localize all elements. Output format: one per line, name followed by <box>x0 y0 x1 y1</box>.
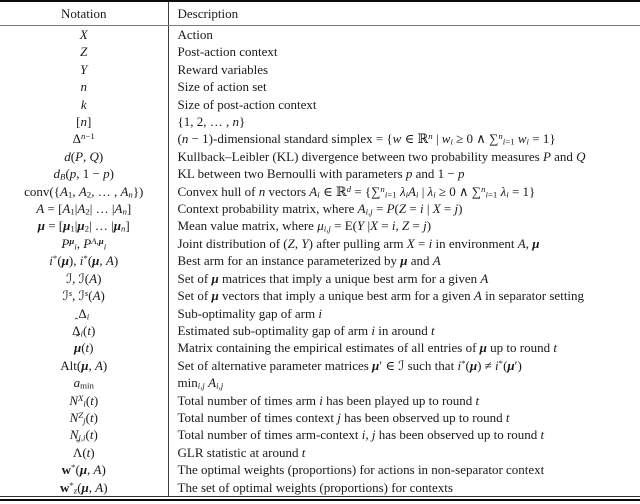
notation-cell: $N^X_i(t)$ <box>69 392 99 409</box>
notation-cell: Λ ˆ(t) <box>0 444 168 461</box>
notation-cell: Δ ˆ$_i$(t) <box>0 322 168 339</box>
notation-cell: $A = [A_1|A_2|$ … $|A_n$] <box>36 201 132 217</box>
description-cell: {1, 2, … , n} <box>168 113 640 130</box>
notation-cell: $d_B(p$, 1 − p) <box>53 166 114 182</box>
table-row <box>0 374 640 391</box>
table-row <box>0 235 640 252</box>
notation-cell: n <box>80 79 87 95</box>
description-cell: The optimal weights (proportions) for actions in non-separator context <box>168 461 640 478</box>
table-row <box>0 339 640 356</box>
table-row <box>0 113 640 130</box>
notation-cell: i*(μ), i*(μ, A) <box>49 253 119 269</box>
notation-cell: $\mu = [\mu_1|\mu_2|$ … $|\mu_n$] <box>37 218 130 235</box>
table-row <box>0 200 640 217</box>
notation-cell: $w^*_z(\mu$, A) <box>59 479 108 496</box>
table-row <box>0 305 640 322</box>
description-cell: Matrix containing the empirical estimates of all entries of μ up to round t <box>168 339 640 356</box>
description-cell: Convex hull of n vectors $A_i$ ∈ ℝ$^d$ = {∑$^n_{i=1}$ $\lambda_iA_i$ | $\lambda_i \ge 0$ ∧ ∑$^n_{i=1}$ $\lambda_i = 1$} <box>168 183 640 200</box>
table-bottom-rule <box>0 499 640 501</box>
table-row <box>0 426 640 443</box>
notation-cell: ℐ$^s$, ℐ$^s$(A) <box>62 288 105 304</box>
table-row <box>0 479 640 497</box>
notation-cell: $conv(\{A_1$, $A_2$, … , $A_n$}) <box>24 183 144 200</box>
description-cell: Action <box>168 26 640 44</box>
notation-cell: X <box>79 27 88 42</box>
table-row <box>0 165 640 182</box>
notation-cell: $a_{min}$ <box>73 375 94 391</box>
notation-cell: $N_{j,i}(t)$ <box>69 427 98 443</box>
description-cell: Reward variables <box>168 61 640 78</box>
column-header-notation: Notation <box>0 1 168 26</box>
notation-cell: [n] <box>76 114 92 130</box>
description-cell: Total number of times arm-context i, j has been observed up to round t <box>168 426 640 443</box>
notation-cell: d(P, Q) <box>64 148 104 164</box>
description-cell: The set of optimal weights (proportions) for contexts <box>168 479 640 497</box>
notation-cell: $\Delta^{n-1}$ <box>72 131 95 147</box>
description-cell: (n − 1)-dimensional standard simplex = {w ∈ ℝ$^n$ | $w_i \ge 0$ ∧ ∑$^n_{i=1}$ $w_i = 1$} <box>168 130 640 147</box>
description-cell: $\min_{i,j} A_{i,j}$ <box>168 374 640 391</box>
notation-table-body <box>0 26 640 497</box>
notation-cell: Z <box>80 44 88 60</box>
table-row <box>0 287 640 304</box>
description-cell: Kullback–Leibler (KL) divergence between two probability measures P and Q <box>168 148 640 165</box>
table-row <box>0 392 640 409</box>
description-cell: Mean value matrix, where $\mu_{i,j} = E(Y$ |X = i, Z = j) <box>168 217 640 234</box>
table-row <box>0 409 640 426</box>
description-cell: Post-action context <box>168 43 640 60</box>
description-cell: GLR statistic at around t <box>168 444 640 461</box>
description-cell: Total number of times arm i has been played up to round t <box>168 392 640 409</box>
description-cell: Set of alternative parameter matrices μ′ ∈ ℐ such that i*(μ) ≠ i*(μ′) <box>168 357 640 374</box>
description-cell: KL between two Bernoulli with parameters p and 1 − p <box>168 165 640 182</box>
description-cell: Size of post-action context <box>168 96 640 113</box>
notation-cell: μ ˆ(t) <box>0 339 168 356</box>
table-row <box>0 96 640 113</box>
table-row <box>0 43 640 60</box>
description-cell: Best arm for an instance parameterized by μ and A <box>168 252 640 269</box>
notation-cell: $P^\mu_i$, $P^{A,\mu}_i$ <box>61 235 107 252</box>
table-row <box>0 130 640 147</box>
notation-cell: Y <box>80 61 88 77</box>
table-row <box>0 252 640 269</box>
description-cell: Total number of times context j has been observed up to round t <box>168 409 640 426</box>
notation-table-header <box>0 1 640 26</box>
description-cell: Context probability matrix, where $A_{i,j} = P(Z = i$ | X = j) <box>168 200 640 217</box>
description-cell: Joint distribution of (Z, Y) after pulling arm X = i in environment A, μ <box>168 235 640 252</box>
table-row <box>0 26 640 44</box>
table-row <box>0 148 640 165</box>
notation-cell: ℐ, ℐ(A) <box>66 270 102 286</box>
description-cell: Sub-optimality gap of arm i <box>168 305 640 322</box>
notation-cell: $N^Z_j(t)$ <box>69 409 98 426</box>
table-row <box>0 461 640 478</box>
header-row <box>0 1 640 26</box>
table-row <box>0 183 640 200</box>
table-row <box>0 322 640 339</box>
table-row <box>0 270 640 287</box>
description-cell: Size of action set <box>168 78 640 95</box>
notation-cell: w*(μ, A) <box>61 462 106 478</box>
table-row <box>0 61 640 78</box>
column-header-description: Description <box>168 1 640 26</box>
table-row <box>0 78 640 95</box>
notation-cell: $\Delta_i$ <box>78 305 90 322</box>
description-cell: Set of μ vectors that imply a unique best arm for a given A in separator setting <box>168 287 640 304</box>
table-row <box>0 217 640 234</box>
table-row <box>0 357 640 374</box>
notation-cell: k <box>80 96 87 112</box>
table-row <box>0 444 640 461</box>
notation-cell: Alt(μ, A) <box>60 357 108 373</box>
description-cell: Set of μ matrices that imply a unique best arm for a given A <box>168 270 640 287</box>
description-cell: Estimated sub-optimality gap of arm i in around t <box>168 322 640 339</box>
